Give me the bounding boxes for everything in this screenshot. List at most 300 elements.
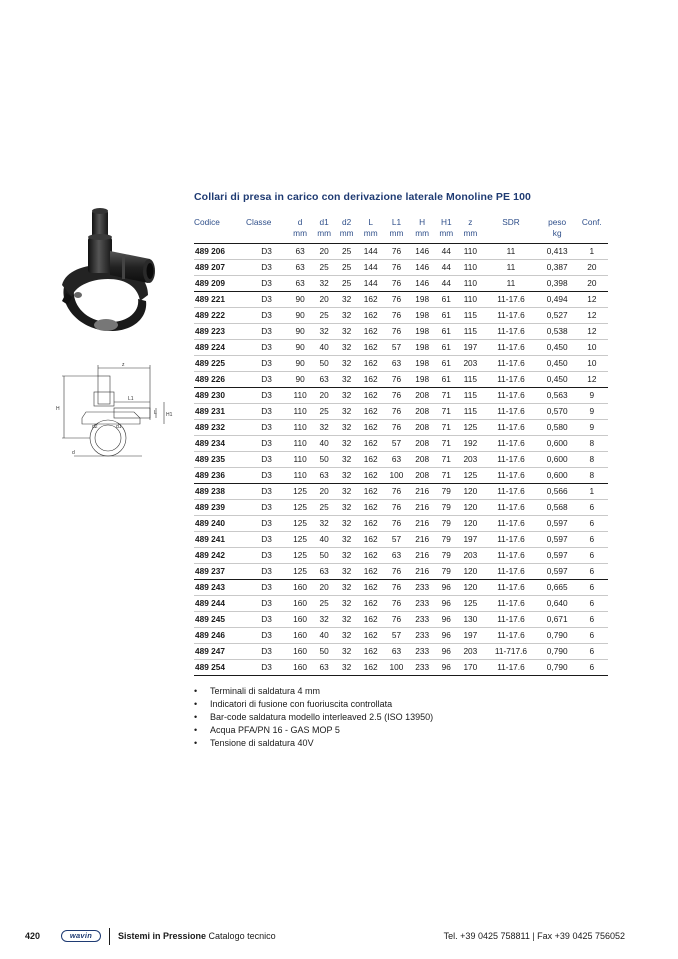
- table-cell: 32: [335, 403, 357, 419]
- table-cell: 76: [384, 291, 410, 307]
- table-cell: 0,450: [539, 355, 576, 371]
- footer-title-bold: Sistemi in Pressione: [118, 931, 207, 941]
- table-cell: 32: [335, 531, 357, 547]
- table-cell: 6: [576, 611, 608, 627]
- list-item: [194, 711, 433, 724]
- table-cell: 0,600: [539, 435, 576, 451]
- table-cell: 110: [287, 403, 313, 419]
- table-cell: 125: [287, 531, 313, 547]
- drawing-label-h1: H1: [166, 412, 173, 418]
- table-cell: 208: [409, 419, 435, 435]
- table-cell: D3: [246, 579, 287, 595]
- table-cell: 76: [384, 499, 410, 515]
- table-row: [194, 435, 608, 451]
- table-cell: 11-17.6: [483, 355, 538, 371]
- table-cell: 198: [409, 307, 435, 323]
- column-header: [313, 215, 335, 243]
- product-code-cell: 489 245: [194, 611, 246, 627]
- list-item: [194, 724, 433, 737]
- table-row: [194, 467, 608, 483]
- table-cell: 125: [458, 595, 484, 611]
- table-cell: 25: [335, 243, 357, 259]
- product-code-cell: 489 240: [194, 515, 246, 531]
- column-header: [384, 215, 410, 243]
- table-cell: 203: [458, 643, 484, 659]
- table-cell: 11-17.6: [483, 531, 538, 547]
- table-row: [194, 403, 608, 419]
- table-cell: D3: [246, 659, 287, 675]
- column-header-unit: mm: [415, 227, 430, 238]
- product-code-cell: 489 223: [194, 323, 246, 339]
- table-cell: 11-17.6: [483, 419, 538, 435]
- column-header: [335, 215, 357, 243]
- feature-list: [194, 685, 433, 750]
- table-cell: 71: [435, 467, 457, 483]
- table-cell: 90: [287, 323, 313, 339]
- table-cell: 71: [435, 419, 457, 435]
- table-cell: 11-17.6: [483, 611, 538, 627]
- table-cell: 20: [313, 243, 335, 259]
- table-cell: 61: [435, 291, 457, 307]
- table-cell: 71: [435, 435, 457, 451]
- table-cell: 90: [287, 355, 313, 371]
- table-cell: 61: [435, 339, 457, 355]
- table-cell: 61: [435, 307, 457, 323]
- table-cell: 32: [335, 323, 357, 339]
- table-cell: 6: [576, 595, 608, 611]
- table-cell: 110: [287, 419, 313, 435]
- table-cell: 40: [313, 435, 335, 451]
- table-cell: 0,597: [539, 531, 576, 547]
- list-item-text: Acqua PFA/PN 16 - GAS MOP 5: [210, 725, 340, 735]
- table-cell: 1: [576, 483, 608, 499]
- table-cell: 170: [458, 659, 484, 675]
- product-code-cell: 489 247: [194, 643, 246, 659]
- table-cell: 115: [458, 323, 484, 339]
- table-row: [194, 531, 608, 547]
- column-header-name: peso: [548, 217, 567, 227]
- table-cell: 160: [287, 579, 313, 595]
- table-cell: 32: [335, 483, 357, 499]
- table-cell: 100: [384, 467, 410, 483]
- product-code-cell: 489 222: [194, 307, 246, 323]
- table-cell: 63: [313, 659, 335, 675]
- table-cell: 208: [409, 467, 435, 483]
- table-cell: 0,450: [539, 339, 576, 355]
- table-cell: 11-17.6: [483, 659, 538, 675]
- table-cell: 162: [358, 515, 384, 531]
- table-cell: 115: [458, 387, 484, 403]
- table-cell: D3: [246, 291, 287, 307]
- table-cell: 76: [384, 515, 410, 531]
- column-header: [409, 215, 435, 243]
- table-cell: 11-17.6: [483, 387, 538, 403]
- table-cell: D3: [246, 259, 287, 275]
- table-cell: 40: [313, 339, 335, 355]
- table-cell: 160: [287, 659, 313, 675]
- section-title: Collari di presa in carico con derivazione laterale Monoline PE 100: [194, 191, 531, 203]
- product-code-cell: 489 241: [194, 531, 246, 547]
- table-cell: 125: [287, 547, 313, 563]
- table-cell: 50: [313, 355, 335, 371]
- table-cell: 125: [287, 515, 313, 531]
- product-photo: [56, 205, 164, 340]
- brand-logo-text: wavin: [69, 931, 93, 940]
- table-cell: D3: [246, 531, 287, 547]
- column-header-unit: mm: [339, 227, 354, 238]
- table-row: [194, 483, 608, 499]
- table-cell: 115: [458, 371, 484, 387]
- table-row: [194, 387, 608, 403]
- table-cell: 11-17.6: [483, 467, 538, 483]
- table-cell: 76: [384, 419, 410, 435]
- table-cell: 11-17.6: [483, 403, 538, 419]
- table-cell: 11-17.6: [483, 483, 538, 499]
- table-cell: 25: [313, 595, 335, 611]
- table-cell: 160: [287, 595, 313, 611]
- table-cell: 11-717.6: [483, 643, 538, 659]
- table-cell: 96: [435, 579, 457, 595]
- table-cell: 79: [435, 499, 457, 515]
- table-cell: 0,527: [539, 307, 576, 323]
- table-cell: 79: [435, 483, 457, 499]
- drawing-label-d: d: [72, 450, 75, 456]
- table-cell: 0,665: [539, 579, 576, 595]
- table-cell: 162: [358, 419, 384, 435]
- column-header: [246, 215, 287, 243]
- table-cell: 0,570: [539, 403, 576, 419]
- table-cell: 25: [313, 403, 335, 419]
- column-header-unit: mm: [363, 227, 378, 238]
- table-cell: 90: [287, 291, 313, 307]
- footer-title-rest: Catalogo tecnico: [206, 931, 276, 941]
- table-cell: 0,597: [539, 515, 576, 531]
- table-cell: 0,790: [539, 627, 576, 643]
- table-cell: 40: [313, 531, 335, 547]
- table-cell: 115: [458, 403, 484, 419]
- table-row: [194, 547, 608, 563]
- table-cell: 160: [287, 643, 313, 659]
- table-cell: 79: [435, 515, 457, 531]
- table-cell: 61: [435, 323, 457, 339]
- table-cell: 79: [435, 531, 457, 547]
- table-cell: 208: [409, 387, 435, 403]
- table-cell: D3: [246, 339, 287, 355]
- table-row: [194, 275, 608, 291]
- table-cell: 162: [358, 547, 384, 563]
- table-cell: D3: [246, 467, 287, 483]
- table-row: [194, 595, 608, 611]
- product-code-cell: 489 209: [194, 275, 246, 291]
- table-row: [194, 515, 608, 531]
- table-cell: 0,640: [539, 595, 576, 611]
- table-cell: 11-17.6: [483, 323, 538, 339]
- product-code-cell: 489 237: [194, 563, 246, 579]
- table-cell: 216: [409, 483, 435, 499]
- product-code-cell: 489 225: [194, 355, 246, 371]
- column-header-name: d1: [319, 217, 329, 227]
- bullet-icon: •: [194, 699, 198, 709]
- table-cell: 6: [576, 563, 608, 579]
- table-cell: 197: [458, 531, 484, 547]
- table-cell: 110: [458, 291, 484, 307]
- table-cell: 32: [335, 627, 357, 643]
- table-cell: 57: [384, 435, 410, 451]
- table-cell: 162: [358, 531, 384, 547]
- table-cell: 32: [335, 307, 357, 323]
- table-cell: 63: [287, 259, 313, 275]
- table-cell: 63: [313, 563, 335, 579]
- table-cell: 76: [384, 595, 410, 611]
- table-row: [194, 659, 608, 675]
- table-cell: D3: [246, 515, 287, 531]
- table-cell: 208: [409, 451, 435, 467]
- table-cell: D3: [246, 403, 287, 419]
- table-cell: 0,597: [539, 547, 576, 563]
- table-cell: 160: [287, 611, 313, 627]
- product-code-cell: 489 206: [194, 243, 246, 259]
- table-cell: 11-17.6: [483, 515, 538, 531]
- page-footer: [25, 929, 625, 945]
- table-cell: 6: [576, 643, 608, 659]
- table-cell: 8: [576, 435, 608, 451]
- column-header: [539, 215, 576, 243]
- table-cell: 162: [358, 291, 384, 307]
- table-cell: 0,671: [539, 611, 576, 627]
- table-cell: 208: [409, 403, 435, 419]
- table-cell: 57: [384, 339, 410, 355]
- table-cell: 162: [358, 355, 384, 371]
- table-cell: 146: [409, 243, 435, 259]
- table-cell: 25: [313, 499, 335, 515]
- table-row: [194, 259, 608, 275]
- table-cell: 11-17.6: [483, 371, 538, 387]
- table-cell: 63: [384, 643, 410, 659]
- table-cell: 216: [409, 563, 435, 579]
- table-cell: 11: [483, 259, 538, 275]
- table-cell: 50: [313, 643, 335, 659]
- table-cell: 76: [384, 307, 410, 323]
- table-cell: 216: [409, 547, 435, 563]
- table-cell: 90: [287, 371, 313, 387]
- table-cell: 216: [409, 515, 435, 531]
- table-row: [194, 291, 608, 307]
- table-row: [194, 339, 608, 355]
- table-cell: 12: [576, 371, 608, 387]
- table-cell: 79: [435, 563, 457, 579]
- column-header: [194, 215, 246, 243]
- column-header: [483, 215, 538, 243]
- column-header-name: Classe: [245, 217, 272, 227]
- table-cell: 76: [384, 323, 410, 339]
- table-row: [194, 419, 608, 435]
- table-cell: 71: [435, 403, 457, 419]
- product-code-cell: 489 221: [194, 291, 246, 307]
- table-cell: 162: [358, 563, 384, 579]
- column-header-unit: mm: [389, 227, 404, 238]
- table-cell: D3: [246, 483, 287, 499]
- table-cell: 63: [384, 451, 410, 467]
- table-cell: 10: [576, 339, 608, 355]
- table-cell: D3: [246, 499, 287, 515]
- table-cell: 8: [576, 451, 608, 467]
- table-cell: 44: [435, 275, 457, 291]
- product-code-cell: 489 230: [194, 387, 246, 403]
- table-cell: 32: [335, 659, 357, 675]
- column-header: [435, 215, 457, 243]
- table-row: [194, 371, 608, 387]
- table-cell: D3: [246, 323, 287, 339]
- column-header-name: Codice: [194, 217, 220, 227]
- product-code-cell: 489 254: [194, 659, 246, 675]
- table-cell: D3: [246, 307, 287, 323]
- table-cell: D3: [246, 611, 287, 627]
- table-cell: D3: [246, 435, 287, 451]
- table-cell: 20: [313, 579, 335, 595]
- list-item-text: Tensione di saldatura 40V: [210, 738, 314, 748]
- drawing-label-d2: d2: [92, 424, 98, 430]
- table-cell: 32: [313, 515, 335, 531]
- table-cell: 90: [287, 307, 313, 323]
- table-cell: 120: [458, 563, 484, 579]
- table-cell: 144: [358, 243, 384, 259]
- table-cell: 50: [313, 547, 335, 563]
- table-cell: 162: [358, 643, 384, 659]
- table-cell: 0,580: [539, 419, 576, 435]
- column-header-unit: mm: [293, 227, 307, 238]
- table-cell: 11-17.6: [483, 627, 538, 643]
- table-cell: 9: [576, 419, 608, 435]
- table-cell: 125: [287, 563, 313, 579]
- table-cell: 57: [384, 531, 410, 547]
- table-cell: 20: [313, 387, 335, 403]
- table-cell: 110: [287, 467, 313, 483]
- table-cell: 198: [409, 339, 435, 355]
- table-cell: 6: [576, 547, 608, 563]
- table-cell: 32: [335, 435, 357, 451]
- table-cell: 203: [458, 451, 484, 467]
- drawing-label-l1: L1: [128, 396, 134, 402]
- table-cell: 57: [384, 627, 410, 643]
- table-cell: 11-17.6: [483, 547, 538, 563]
- table-cell: 32: [335, 371, 357, 387]
- table-cell: 20: [576, 275, 608, 291]
- product-code-cell: 489 207: [194, 259, 246, 275]
- table-cell: 233: [409, 643, 435, 659]
- table-cell: 63: [313, 467, 335, 483]
- table-cell: 1: [576, 243, 608, 259]
- table-cell: 90: [287, 339, 313, 355]
- table-cell: 125: [458, 419, 484, 435]
- table-cell: 162: [358, 403, 384, 419]
- column-header: [576, 215, 608, 243]
- table-cell: 110: [287, 387, 313, 403]
- table-cell: 120: [458, 499, 484, 515]
- product-code-cell: 489 239: [194, 499, 246, 515]
- table-cell: 110: [458, 259, 484, 275]
- product-code-cell: 489 224: [194, 339, 246, 355]
- table-cell: 208: [409, 435, 435, 451]
- table-cell: 192: [458, 435, 484, 451]
- table-cell: 120: [458, 483, 484, 499]
- column-header-name: d2: [342, 217, 352, 227]
- table-cell: 162: [358, 323, 384, 339]
- bullet-icon: •: [194, 712, 198, 722]
- table-row: [194, 611, 608, 627]
- table-cell: 0,387: [539, 259, 576, 275]
- table-cell: 125: [287, 483, 313, 499]
- table-cell: 32: [335, 643, 357, 659]
- table-cell: 144: [358, 275, 384, 291]
- table-cell: 125: [458, 467, 484, 483]
- column-header-name: H1: [440, 217, 452, 227]
- table-cell: 233: [409, 579, 435, 595]
- table-cell: 162: [358, 307, 384, 323]
- product-code-cell: 489 236: [194, 467, 246, 483]
- bullet-icon: •: [194, 686, 198, 696]
- table-cell: 162: [358, 579, 384, 595]
- column-header: [287, 215, 313, 243]
- table-cell: 0,563: [539, 387, 576, 403]
- table-cell: 203: [458, 355, 484, 371]
- list-item: [194, 698, 433, 711]
- table-cell: 25: [335, 259, 357, 275]
- table-cell: 20: [313, 483, 335, 499]
- table-cell: 25: [313, 307, 335, 323]
- table-cell: 63: [384, 355, 410, 371]
- table-cell: 76: [384, 579, 410, 595]
- table-cell: 32: [313, 419, 335, 435]
- table-cell: 115: [458, 307, 484, 323]
- table-row: [194, 579, 608, 595]
- table-cell: 25: [313, 259, 335, 275]
- footer-contact: Tel. +39 0425 758811 | Fax +39 0425 756052: [443, 931, 625, 941]
- table-cell: D3: [246, 275, 287, 291]
- column-header-unit: mm: [439, 227, 454, 238]
- page-number: 420: [25, 931, 41, 941]
- column-header-name: SDR: [502, 217, 520, 227]
- footer-title: [118, 931, 276, 941]
- table-cell: 0,600: [539, 467, 576, 483]
- table-cell: D3: [246, 547, 287, 563]
- table-cell: 160: [287, 627, 313, 643]
- table-cell: 233: [409, 611, 435, 627]
- table-cell: 96: [435, 659, 457, 675]
- table-cell: 11-17.6: [483, 563, 538, 579]
- table-cell: 71: [435, 451, 457, 467]
- table-cell: 76: [384, 403, 410, 419]
- table-cell: 76: [384, 563, 410, 579]
- table-cell: D3: [246, 371, 287, 387]
- table-cell: 11-17.6: [483, 291, 538, 307]
- product-code-cell: 489 243: [194, 579, 246, 595]
- table-cell: 6: [576, 579, 608, 595]
- table-cell: 71: [435, 387, 457, 403]
- table-cell: 162: [358, 451, 384, 467]
- table-cell: 12: [576, 323, 608, 339]
- table-cell: 162: [358, 611, 384, 627]
- table-cell: 8: [576, 467, 608, 483]
- table-cell: 110: [287, 435, 313, 451]
- product-code-cell: 489 246: [194, 627, 246, 643]
- table-cell: 12: [576, 307, 608, 323]
- table-cell: 10: [576, 355, 608, 371]
- spec-table: [194, 215, 608, 676]
- column-header: [358, 215, 384, 243]
- table-cell: D3: [246, 627, 287, 643]
- table-cell: 6: [576, 499, 608, 515]
- table-cell: 63: [313, 371, 335, 387]
